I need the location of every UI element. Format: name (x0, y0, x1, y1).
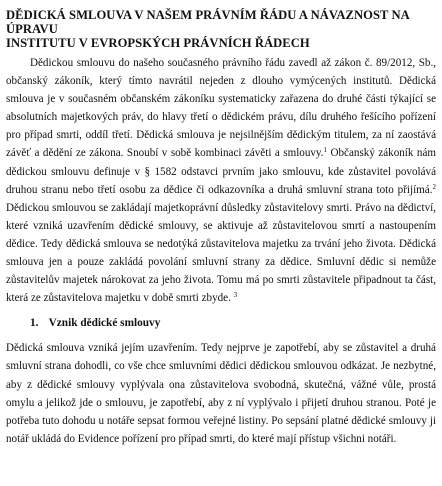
paragraph-intro-text-2: Občanský zákoník nám dědickou smlouvu definuje v § 1582 odstavci prvním jako smlouvu, kde zůstavitel povolává druhou stranu nebo třetí osobu za dědice či odkazovníka a druhá smluvní strana toto přijímá. (6, 147, 437, 196)
title-line-1: DĚDICKÁ SMLOUVA V NAŠEM PRÁVNÍM ŘÁDU A NÁVAZNOST NA ÚPRAVU (6, 8, 410, 36)
document-title (6, 8, 436, 50)
title-line-2: INSTITUTU V EVROPSKÝCH PRÁVNÍCH ŘÁDECH (6, 36, 310, 50)
footnote-ref-2[interactable]: 2 (432, 182, 436, 191)
paragraph-intro-text-3: Dědickou smlouvou se zakládají majetkoprávní důsledky zůstavitelovy smrti. Právo na dědictví, které vzniká uzavřením dědické smlouvy, se aktivuje až zůstavitelovou smrtí a nastoupením dědice. Tedy dědická smlouva se nedotýká zůstavitelova majetku za trvání jeho života. Dědická smlouva jen a pouze zakládá povolání smluvní strany za dědice. Smluvní dědic si nemůže zůstavitelův majetek nárokovat za jeho života. Tomu má po smrti zůstavitele připadnout ta část, která ze zůstavitelova majetku v době smrti zbyde. (6, 201, 436, 305)
footnote-ref-1[interactable]: 1 (323, 146, 328, 155)
paragraph-intro-text-1: Dědickou smlouvu do našeho současného právního řádu zavedl až zákon č. 89/2012, Sb., občanský zákoník, který tímto navrátil nejeden z dlouho vymýcených institutů. Dědická smlouva je v současném občanském zákoníku systematicky zařazena do druhé části týkající se absolutních majetkových práv, do hlavy třetí o dědickém právu, dílu druhého řešícího pořízení pro případ smrti, oddíl třetí. Dědická smlouva je nejsilnějším dědickým titulem, za ní zaostává závěť a dědění ze zákona. Snoubí v sobě kombinaci závěti a smlouvy. (6, 57, 436, 160)
paragraph-section-1: Dědická smlouva vzniká jejím uzavřením. Tedy nejprve je zapotřebí, aby se zůstavitel a druhá smluvní strana dohodli, co vše chce smluvními dědici dědickou smlouvou odkázat. Je nezbytné, aby z dědické smlouvy vyplývala ona zůstavitelova svobodná, skutečná, vážné vůle, prostá omylu a jelikož jde o smlouvu, je zapotřebí, aby z ní vyplývalo i přijetí druhou stranou. Poté je potřeba tuto dohodu u notáře sepsat formou veřejné listiny. Po sepsání platné dědické smlouvy ji notář ukládá do Evidence pořízení pro případ smrti, do které mají přístup všichni notáři. (6, 342, 436, 445)
paragraph-intro (6, 54, 436, 307)
section-title: Vznik dědické smlouvy (48, 317, 161, 330)
footnote-ref-3[interactable]: 3 (233, 291, 238, 300)
section-number: 1. (30, 317, 39, 330)
section-heading (30, 316, 436, 330)
